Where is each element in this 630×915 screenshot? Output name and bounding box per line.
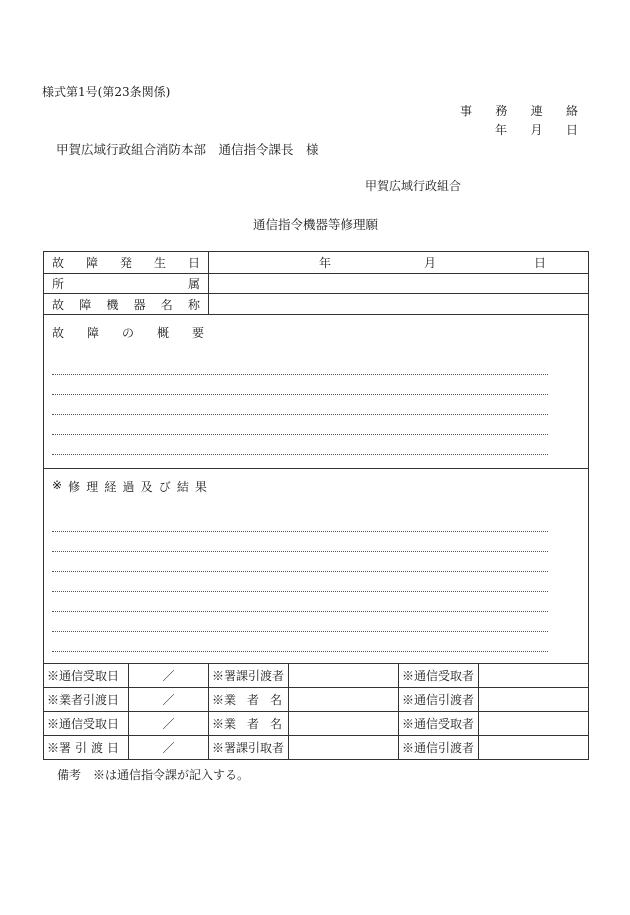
failure-date-label bbox=[44, 252, 209, 274]
equipment-label: 故 障 機 器 名 称 bbox=[44, 294, 209, 315]
failure-date-day: 日 bbox=[534, 256, 547, 270]
office-contact-char: 事 bbox=[460, 104, 473, 118]
equipment-row bbox=[44, 294, 589, 315]
handover-label-1: ※通信受取日 bbox=[44, 712, 129, 736]
overview-row bbox=[44, 315, 589, 469]
dotted-line bbox=[52, 415, 548, 435]
handover-row bbox=[44, 688, 589, 712]
failure-date-row bbox=[44, 252, 589, 274]
failure-date-label-source bbox=[52, 271, 53, 272]
handover-label-1-source bbox=[47, 756, 48, 757]
spread-label: 故 障 発 生 日 bbox=[52, 256, 201, 270]
handover-value[interactable] bbox=[479, 712, 589, 736]
dotted-line bbox=[52, 512, 548, 532]
handover-value[interactable] bbox=[289, 712, 399, 736]
equipment-label-source bbox=[52, 313, 53, 314]
handover-label-2: ※業 者 名 bbox=[209, 688, 289, 712]
department-row bbox=[44, 274, 589, 294]
dotted-line bbox=[52, 395, 548, 415]
handover-value[interactable] bbox=[289, 736, 399, 760]
handover-label-2: ※業 者 名 bbox=[209, 712, 289, 736]
dotted-line bbox=[52, 355, 548, 375]
handover-label-1: ※通信受取日 bbox=[44, 664, 129, 688]
handover-row bbox=[44, 664, 589, 688]
department-value[interactable] bbox=[209, 274, 589, 294]
handover-label-2-source bbox=[212, 732, 213, 733]
handover-label-1: ※業者引渡日 bbox=[44, 688, 129, 712]
handover-value[interactable] bbox=[479, 664, 589, 688]
date-month: 月 bbox=[530, 123, 543, 137]
handover-value[interactable] bbox=[289, 688, 399, 712]
office-contact-char: 連 bbox=[530, 104, 543, 118]
office-contact-char: 絡 bbox=[565, 104, 578, 118]
handover-value[interactable] bbox=[479, 736, 589, 760]
dotted-line bbox=[52, 435, 548, 455]
dotted-line bbox=[52, 552, 548, 572]
date-day: 日 bbox=[565, 123, 578, 137]
date-year: 年 bbox=[495, 123, 508, 137]
repair-cell[interactable] bbox=[44, 469, 589, 664]
department-label: 所 属 bbox=[44, 274, 209, 294]
office-contact-source bbox=[0, 0, 1, 1]
failure-date-year: 年 bbox=[319, 256, 332, 270]
style-number: 様式第1号(第23条関係) bbox=[42, 85, 171, 99]
handover-label-2: ※署課引取者 bbox=[209, 736, 289, 760]
date-line bbox=[495, 124, 578, 136]
dotted-line bbox=[52, 375, 548, 395]
handover-label-2: ※署課引渡者 bbox=[209, 664, 289, 688]
slash[interactable]: ／ bbox=[129, 688, 209, 712]
handover-row bbox=[44, 712, 589, 736]
office-contact-char: 務 bbox=[495, 104, 508, 118]
dotted-line bbox=[52, 632, 548, 652]
overview-cell[interactable] bbox=[44, 315, 589, 469]
handover-label-3: ※通信受取者 bbox=[399, 664, 479, 688]
repair-request-table bbox=[43, 251, 589, 760]
handover-value[interactable] bbox=[289, 664, 399, 688]
handover-label-1: ※署 引 渡 日 bbox=[44, 736, 129, 760]
dotted-line bbox=[52, 612, 548, 632]
office-contact bbox=[460, 105, 578, 117]
repair-row bbox=[44, 469, 589, 664]
equipment-value[interactable] bbox=[209, 294, 589, 315]
handover-label-3: ※通信引渡者 bbox=[399, 736, 479, 760]
sender: 甲賀広域行政組合 bbox=[365, 179, 462, 193]
handover-label-3: ※通信引渡者 bbox=[399, 688, 479, 712]
remarks-note: 備考 ※は通信指令課が記入する。 bbox=[57, 768, 250, 782]
handover-label-2-source bbox=[212, 708, 213, 709]
slash[interactable]: ／ bbox=[129, 712, 209, 736]
dotted-line bbox=[52, 592, 548, 612]
dotted-line bbox=[52, 572, 548, 592]
handover-label-3: ※通信受取者 bbox=[399, 712, 479, 736]
slash[interactable]: ／ bbox=[129, 736, 209, 760]
failure-date-value[interactable] bbox=[209, 252, 589, 274]
handover-value[interactable] bbox=[479, 688, 589, 712]
handover-row bbox=[44, 736, 589, 760]
overview-label: 故 障 の 概 要 bbox=[52, 326, 204, 340]
failure-date-month: 月 bbox=[424, 256, 437, 270]
form-title: 通信指令機器等修理願 bbox=[253, 217, 379, 232]
dotted-line bbox=[52, 532, 548, 552]
slash[interactable]: ／ bbox=[129, 664, 209, 688]
addressee: 甲賀広域行政組合消防本部 通信指令課長 様 bbox=[56, 142, 319, 157]
repair-label: ※ 修 理 経 過 及 び 結 果 bbox=[52, 478, 207, 494]
